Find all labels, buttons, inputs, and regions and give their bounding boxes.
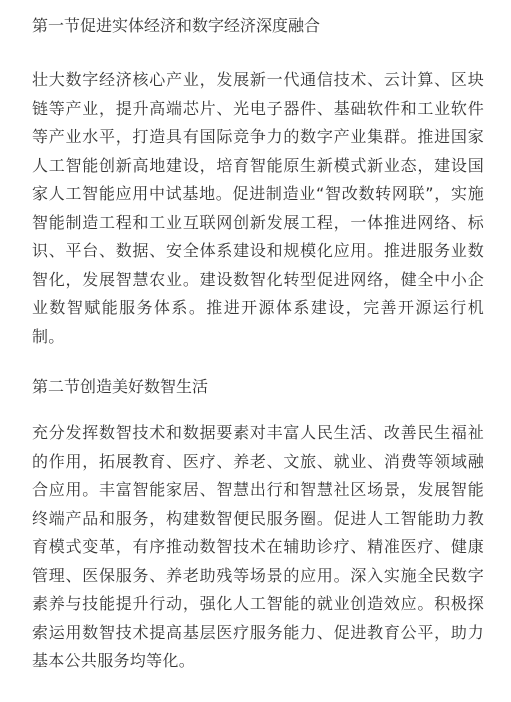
section-2-paragraph: 充分发挥数智技术和数据要素对丰富人民生活、改善民生福祉的作用，拓展教育、医疗、养老、文旅、就业、消费等领域融合应用。丰富智能家居、智慧出行和智慧社区场景，发展智能终端产品和服务，构建数智便民服务圈。促进人工智能助力教育模式变革，有序推动数智技术在辅助诊疗、精准医疗、健康管理、医保服务、养老助残等场景的应用。深入实施全民数字素养与技能提升行动，强化人工智能的就业创造效应。积极探索运用数智技术提高基层医疗服务能力、促进教育公平，助力基本公共服务均等化。 <box>32 423 484 670</box>
section-1-paragraph: 壮大数字经济核心产业，发展新一代通信技术、云计算、区块链等产业，提升高端芯片、光电子器件、基础软件和工业软件等产业水平，打造具有国际竞争力的数字产业集群。推进国家人工智能创新高地建设，培育智能原生新模式新业态，建设国家人工智能应用中试基地。促进制造业“智改数转网联”，实施智能制造工程和工业互联网创新发展工程，一体推进网络、标识、平台、数据、安全体系建设和规模化应用。推进服务业数智化，发展智慧农业。建设数智化转型促进网络，健全中小企业数智赋能服务体系。推进开源体系建设，完善开源运行机制。 <box>32 70 484 346</box>
section-2-title: 第二节创造美好数智生活 <box>32 377 209 396</box>
section-1-title: 第一节促进实体经济和数字经济深度融合 <box>32 16 321 35</box>
article-body <box>32 12 484 676</box>
